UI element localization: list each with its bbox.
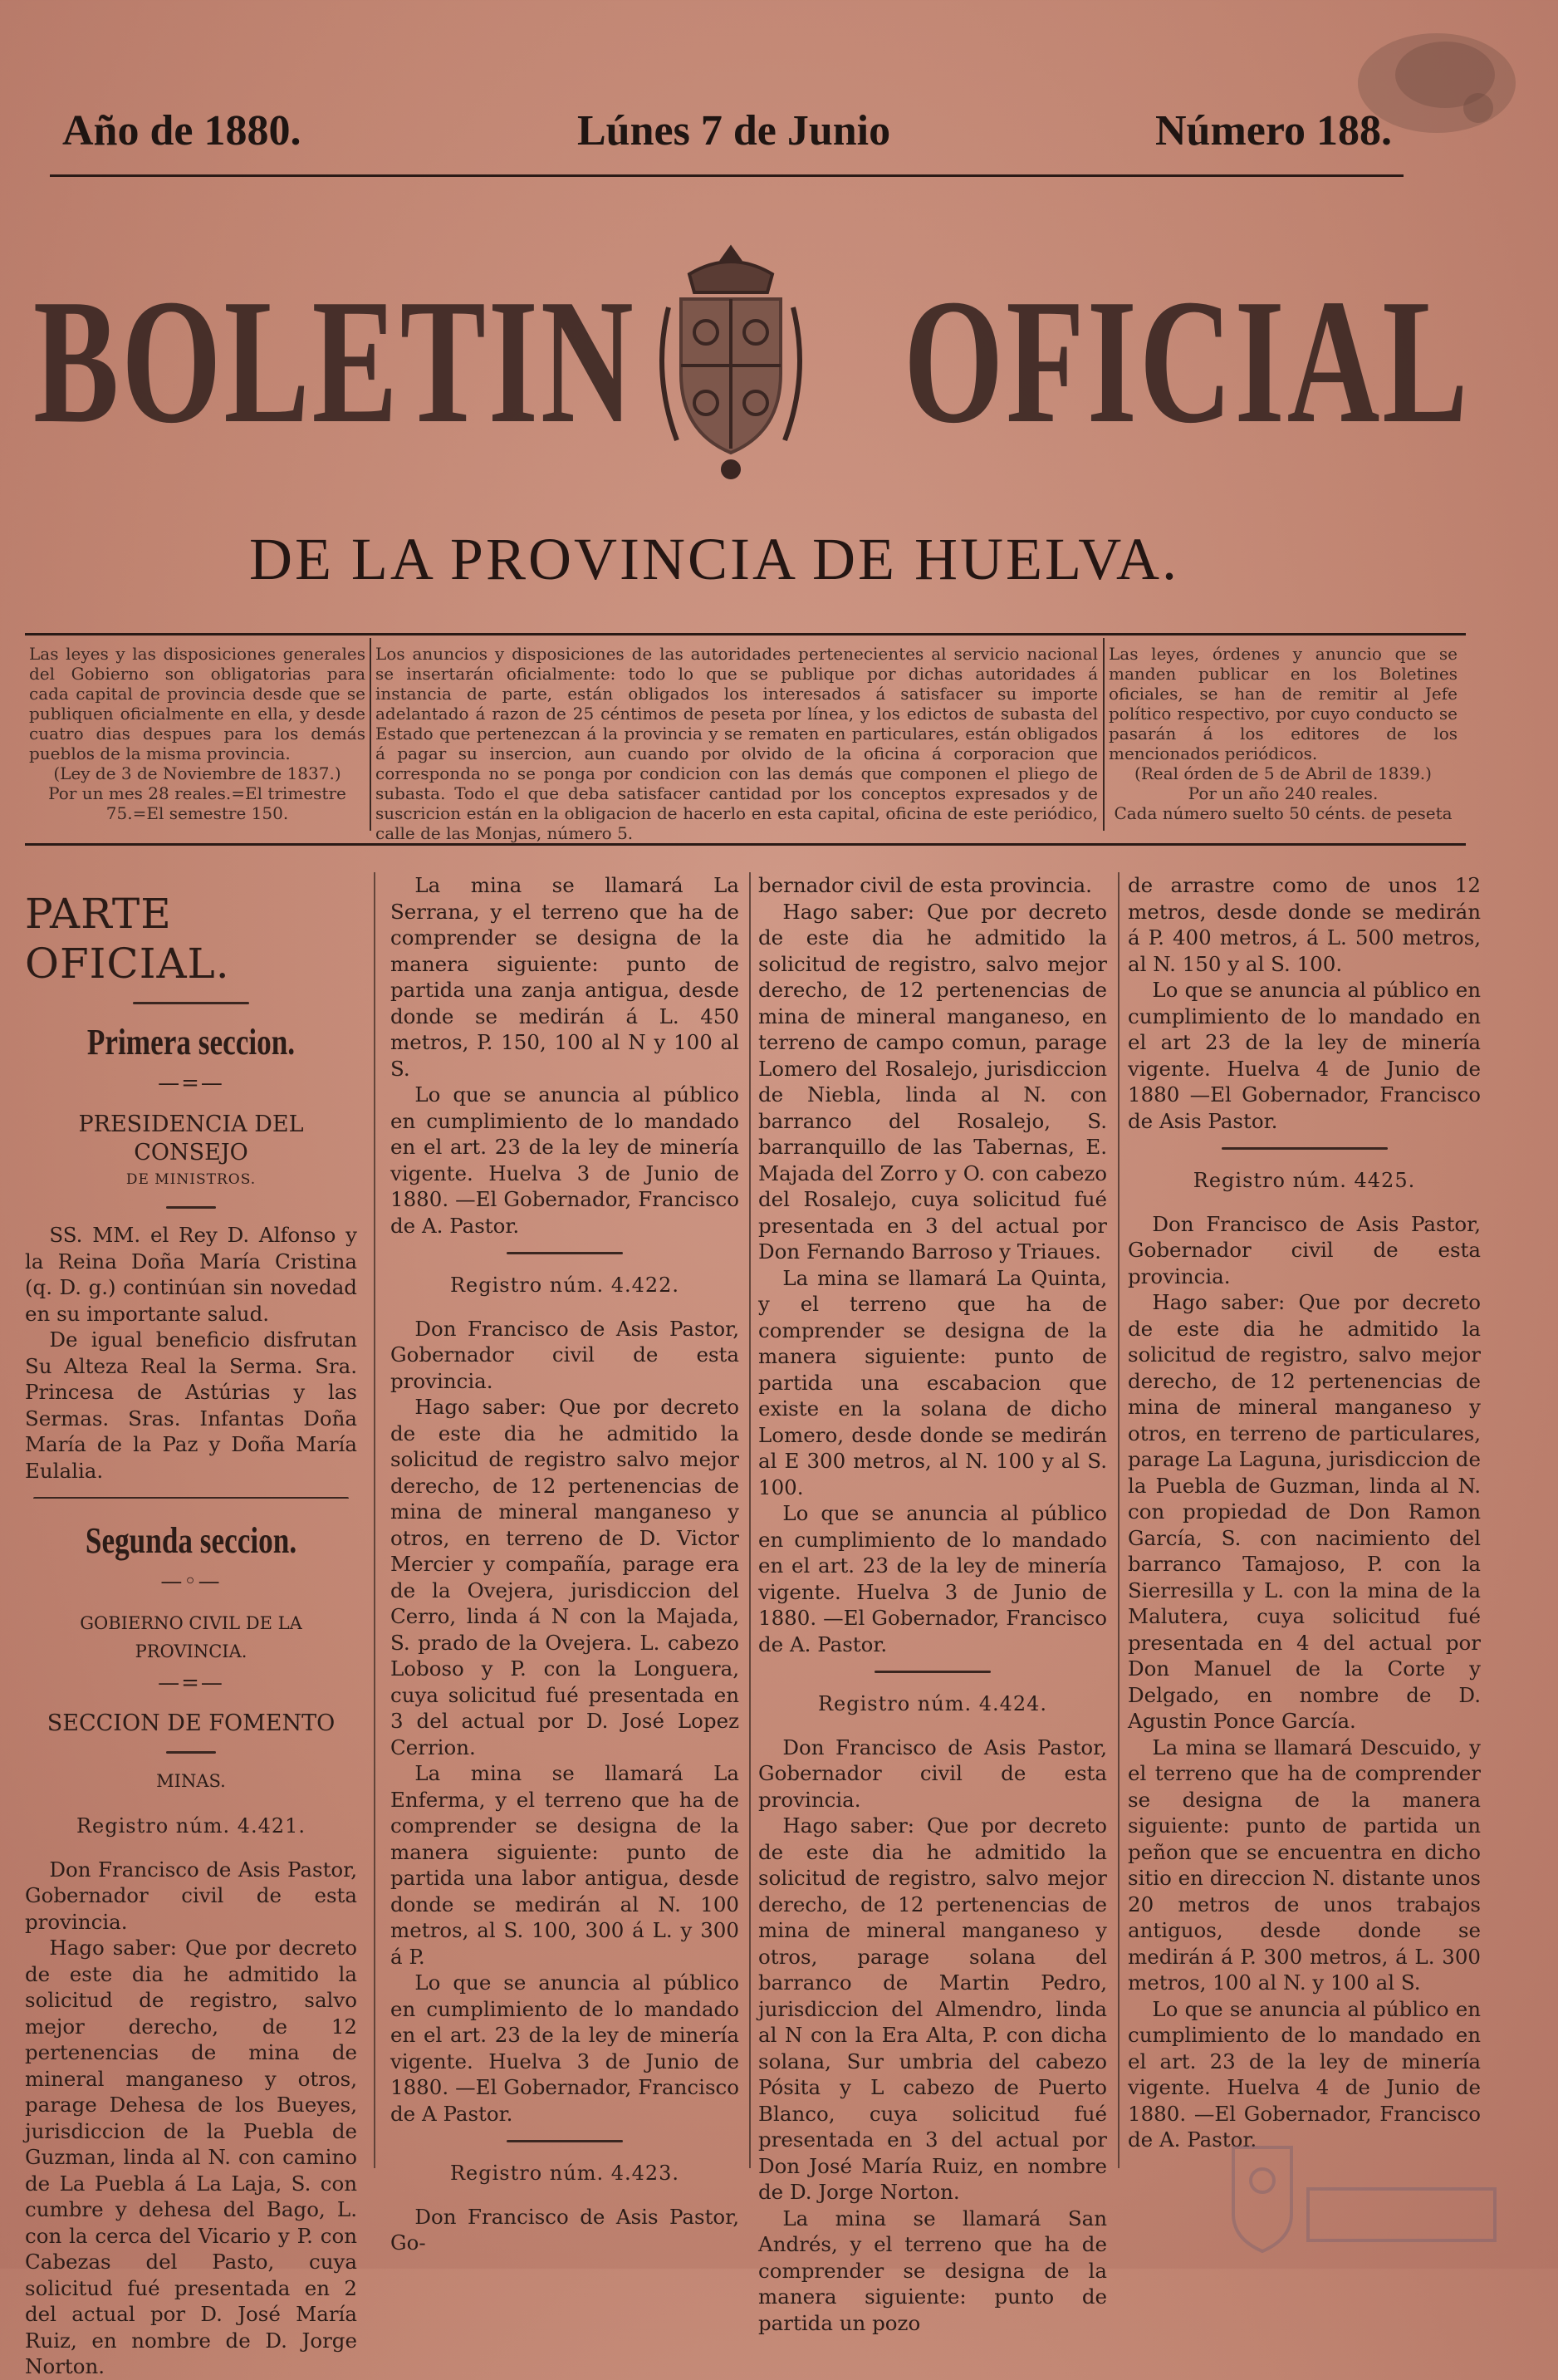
notice-orders: [1109, 644, 1458, 823]
paragraph: Lo que se anuncia al público en cumplimiento de lo mandado en el art. 23 de la ley de minería vigente. Huelva 4 de Junio de 1880. —El Gobernador, Francisco de A. Pastor.: [1128, 1996, 1481, 2152]
paragraph: Lo que se anuncia al público en cumplimiento de lo mandado en el art. 23 de la ley de minería vigente. Huelva 3 de Junio de 1880. —El Gobernador, Francisco de A. Pastor.: [758, 1501, 1107, 1656]
column-rule-3: [1118, 872, 1120, 2168]
notice-orders-body: Las leyes, órdenes y anuncio que se manden publicar en los Boletines oficiales, se han de remitir al Jefe político respectivo, por cuyo conducto se pasarán á los editores de los mencionados periódicos.: [1109, 644, 1458, 763]
issue-date: Lúnes 7 de Junio: [577, 107, 891, 155]
double-rule: [33, 1497, 349, 1503]
ornament: [166, 1751, 216, 1754]
separator: —◦—: [160, 1569, 222, 1594]
dateline: [62, 106, 1392, 164]
paragraph: Hago saber: Que por decreto de este dia he admitido la solicitud de registro, salvo mejor derecho, de 12 pertenencias de mina de mineral manganeso, en terreno de campo comun, parage Lomero del Rosalejo, jurisdiccion de Niebla, linda al N. con barranco del Rosalejo, S. barranquillo de las Tabernas, E. Majada del Zorro y O. con cabezo del Rosalejo, cuya solicitud fué presentada en 3 del actual por Don Fernando Barroso y Triaues.: [758, 899, 1107, 1264]
ornament: [875, 1671, 991, 1673]
registro-4422-heading: Registro núm. 4.422.: [449, 1273, 680, 1297]
registro-4421-heading: Registro núm. 4.421.: [76, 1814, 306, 1838]
paragraph: SS. MM. el Rey D. Alfonso y la Reina Doña María Cristina (q. D. g.) continúan sin novedad en su importante salud.: [25, 1223, 357, 1326]
notice-divider-2: [1103, 638, 1105, 831]
paragraph: Don Francisco de Asis Pastor, Gobernador civil de esta provincia.: [25, 1857, 357, 1934]
masthead-word-right: OFICIAL: [904, 262, 1471, 460]
primera-seccion-heading: Primera seccion.: [86, 1022, 296, 1062]
registro-4425-heading: Registro núm. 4425.: [1193, 1169, 1416, 1192]
paragraph: Lo que se anuncia al público en cumplimiento de lo mandado en el art 23 de la ley de minería vigente. Huelva 4 de Junio de 1880 —El Gobernador, Francisco de Asis Pastor.: [1128, 978, 1481, 1133]
column-1: [25, 872, 357, 2380]
paragraph: Hago saber: Que por decreto de este dia he admitido la solicitud de registro salvo mejor derecho, de 12 pertenencias de mina de mineral manganeso y otros, en terreno de D. Victor Mercier y compañía, parage era de la Ovejera, jurisdiccion del Cerro, linda á N con la Majada, S. prado de la Ovejera. L. cabezo Loboso y P. con la Longuera, cuya solicitud fué presentada en 3 del actual por D. José Lopez Cerrion.: [390, 1395, 739, 1759]
registro-4423-heading: Registro núm. 4.423.: [449, 2162, 680, 2185]
paragraph: La mina se llamará Descuido, y el terreno que ha de comprender se designa de la manera siguiente: punto de partida un peñon que se encuentra en dicho sitio en direccion N. distante unos 20 metros de unos trabajos antiguos, desde donde se medirán á P. 300 metros, á L. 300 metros, 100 al N. y 100 al S.: [1128, 1735, 1481, 1995]
presidencia-heading: PRESIDENCIA DEL CONSEJO: [78, 1111, 304, 1165]
column-rule-2: [749, 872, 751, 2168]
notice-divider-1: [370, 638, 371, 831]
paragraph: Don Francisco de Asis Pastor, Gobernador civil de esta provincia.: [1128, 1211, 1481, 1288]
paragraph: Don Francisco de Asis Pastor, Go-: [390, 2204, 739, 2255]
coat-of-arms-icon: [639, 241, 822, 490]
notice-laws: [29, 644, 365, 823]
column-4: [1128, 872, 1481, 2153]
column-3: [758, 872, 1107, 2336]
ornament: [507, 1252, 623, 1254]
notice-orders-price: Por un año 240 reales.: [1188, 783, 1379, 803]
masthead-subtitle: DE LA PROVINCIA DE HUELVA.: [248, 526, 1180, 592]
separator: —=—: [158, 1071, 224, 1096]
fomento-heading: SECCION DE FOMENTO: [47, 1710, 336, 1736]
notice-orders-single: Cada número suelto 50 cénts. de peseta: [1114, 803, 1453, 823]
archive-seal-icon: [1221, 2131, 1503, 2255]
paragraph: La mina se llamará La Serrana, y el terreno que ha de comprender se designa de la manera siguiente: punto de partida una zanja antigua, desde donde se medirán á L. 450 metros, P. 150, 100 al N y 100 al S.: [390, 873, 739, 1081]
registro-4424-heading: Registro núm. 4.424.: [817, 1692, 1048, 1715]
issue-year: Año de 1880.: [62, 107, 301, 155]
masthead: [33, 249, 1471, 515]
top-rule: [50, 174, 1404, 177]
paragraph: Lo que se anuncia al público en cumplimiento de lo mandado en el art. 23 de la ley de minería vigente. Huelva 3 de Junio de 1880. —El Gobernador, Francisco de A. Pastor.: [390, 1082, 739, 1238]
paragraph: bernador civil de esta provincia.: [758, 873, 1092, 897]
notice-bottom-rule: [25, 843, 1466, 846]
notice-laws-price: Por un mes 28 reales.=El trimestre 75.=El semestre 150.: [48, 783, 346, 823]
paragraph: La mina se llamará La Enferma, y el terreno que ha de comprender se designa de la manera siguiente: punto de partida una labor antigua, desde donde se medirán al N. 100 metros, al S. 100, 300 á L. y 300 á P.: [390, 1761, 739, 1969]
paragraph: De igual beneficio disfrutan Su Alteza Real la Serma. Sra. Princesa de Astúrias y las Sermas. Sras. Infantas Doña María de la Paz y Doña María Eulalia.: [25, 1327, 357, 1483]
paragraph: Don Francisco de Asis Pastor, Gobernador civil de esta provincia.: [758, 1735, 1107, 1812]
segunda-seccion-heading: Segunda seccion.: [85, 1520, 297, 1561]
paragraph: La mina se llamará San Andrés, y el terreno que ha de comprender se designa de la manera siguiente: punto de partida un pozo: [758, 2206, 1107, 2335]
notice-laws-body: Las leyes y las disposiciones generales del Gobierno son obligatorias para cada capital de provincia desde que se publiquen oficialmente en ella, y desde cuatro dias despues para los demás pueblos de la misma provincia.: [29, 644, 365, 763]
paragraph: Don Francisco de Asis Pastor, Gobernador civil de esta provincia.: [390, 1316, 739, 1393]
paragraph: Hago saber: Que por decreto de este dia he admitido la solicitud de registro, salvo mejor derecho, de 12 pertenencias de mina de mineral manganeso y otros, en terreno de particulares, parage La Laguna, jurisdiccion de la Puebla de Guzman, linda al N. con propiedad de Don Ramon García, S. con nacimiento del barranco Tamajoso, P. con la Sierresilla y L. con la mina de la Malutera, cuya solicitud fué presentada en 4 del actual por Don Manuel de la Corte y Delgado, en nombre de D. Agustin Ponce García.: [1128, 1290, 1481, 1733]
gobierno-civil-heading: GOBIERNO CIVIL DE LA PROVINCIA.: [80, 1612, 302, 1661]
paragraph: Lo que se anuncia al público en cumplimiento de lo mandado en el art. 23 de la ley de minería vigente. Huelva 3 de Junio de 1880. —El Gobernador, Francisco de A Pastor.: [390, 1970, 739, 2126]
masthead-word-left: BOLETIN: [33, 262, 636, 460]
minas-heading: MINAS.: [156, 1771, 226, 1791]
column-rule-1: [374, 872, 375, 2168]
parte-oficial-heading: PARTE OFICIAL.: [25, 890, 230, 988]
ornament: [1222, 1147, 1388, 1150]
notice-orders-ref: (Real órden de 5 de Abril de 1839.): [1134, 763, 1432, 783]
column-2: [390, 872, 739, 2256]
notice-announcements: [375, 644, 1098, 843]
notice-top-rule: [25, 633, 1466, 635]
notice-laws-ref: (Ley de 3 de Noviembre de 1837.): [53, 763, 341, 783]
separator: —=—: [158, 1670, 224, 1695]
issue-number: Número 188.: [1154, 107, 1392, 155]
ornament: [133, 1002, 249, 1004]
paragraph: de arrastre como de unos 12 metros, desde donde se medirán á P. 400 metros, á L. 500 metros, al N. 150 y al S. 100.: [1128, 873, 1481, 976]
notice-announcements-body: Los anuncios y disposiciones de las autoridades pertenecientes al servicio nacional se insertarán oficialmente: todo lo que se publique por dichas autoridades á instancia de parte, están obligados los interesados á satisfacer su importe adelantado á razon de 25 céntimos de peseta por línea, y los edictos de subasta del Estado que pertenezcan á la provincia y se rematen en particulares, están obligados á pagar su insercion, aun cuando por olvido de la oficina á corporacion que corresponda no se ponga por condicion con las demás que componen el pliego de subasta. Todo el que deba satisfacer cantidad por los conceptos expresados y de suscricion están en la obligacion de hacerlo en esta capital, oficina de este periódico, calle de las Monjas, número 5.: [375, 644, 1098, 843]
paragraph: Hago saber: Que por decreto de este dia he admitido la solicitud de registro, salvo mejor derecho, de 12 pertenencias de mina de mineral manganeso y otros, parage solana del barranco de Martin Pedro, jurisdiccion del Almendro, linda al N con la Era Alta, P. con dicha solana, Sur umbria del cabezo Pósita y L cabezo de Puerto Blanco, cuya solicitud fué presentada en 3 del actual por Don José María Ruiz, en nombre de D. Jorge Norton.: [758, 1813, 1107, 2204]
paragraph: Hago saber: Que por decreto de este dia he admitido la solicitud de registro, salvo mejor derecho, de 12 pertenencias de mina de mineral manganeso y otros, parage Dehesa de los Bueyes, jurisdiccion de la Puebla de Guzman, linda al N. con camino de La Puebla á La Laja, S. con cumbre y dehesa del Bago, L. con la cerca del Vicario y P. con Cabezas del Pasto, cuya solicitud fué presentada en 2 del actual por D. José María Ruiz, en nombre de D. Jorge Norton.: [25, 1936, 357, 2378]
paragraph: La mina se llamará La Quinta, y el terreno que ha de comprender se designa de la manera siguiente: punto de partida una escabacion que existe en la solana de dicho Lomero, desde donde se medirán al E 300 metros, al N. 100 y al S. 100.: [758, 1265, 1107, 1499]
ministros-heading: DE MINISTROS.: [125, 1170, 257, 1188]
ornament: [166, 1206, 216, 1209]
ornament: [507, 2140, 623, 2142]
